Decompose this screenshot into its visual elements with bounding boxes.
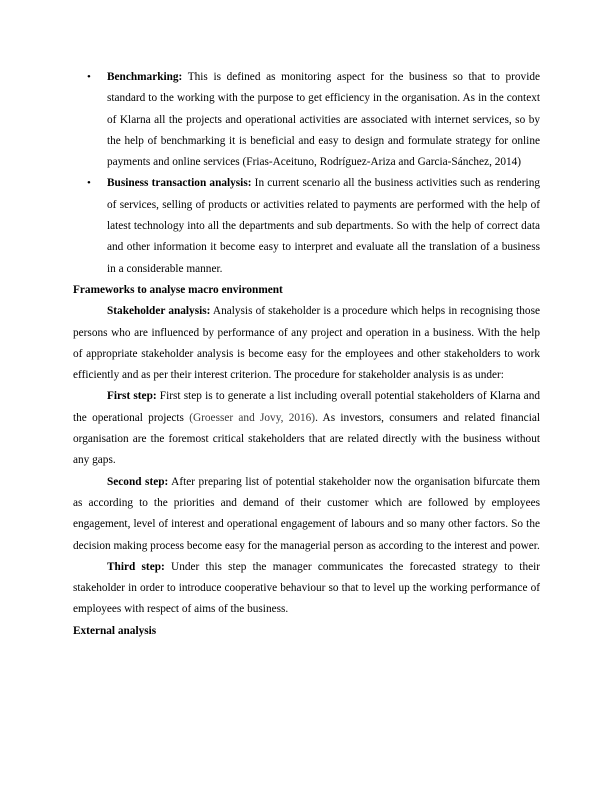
- bullet-icon: •: [87, 177, 91, 190]
- bullet-list: [73, 67, 540, 280]
- bullet-item-benchmarking: [73, 67, 540, 173]
- paragraph-term: Second step:: [107, 475, 169, 488]
- bullet-item-business-transaction: [73, 173, 540, 279]
- section-heading-macro: Frameworks to analyse macro environment: [73, 283, 283, 296]
- paragraph-text: Analysis of stakeholder is a procedure which helps in recognising those persons who are influenced by performance of any project and operation in a business. With the help of appropriate stakeholder analysis is become easy for the employees and other stakeholders to work efficiently and as per their interest criterion. The procedure for stakeholder analysis is as under:: [73, 305, 540, 382]
- paragraph-first-step: [73, 386, 540, 471]
- paragraph-text: Under this step the manager communicates the forecasted strategy to their stakeholder in order to introduce cooperative behaviour so that to level up the working performance of employees with respect of aims of the business.: [73, 560, 541, 616]
- document-body: [73, 67, 540, 642]
- citation: (Groesser and Jovy, 2016): [189, 411, 316, 424]
- paragraph-second-step: [73, 472, 540, 557]
- bullet-text: In current scenario all the business activities such as rendering of services, selling of products or activities related to payments are performed with the help of latest technology into all the departments and sub departments. So with the help of correct data and other information it become easy to interpret and evaluate all the translation of a business in a considerable manner.: [107, 177, 540, 275]
- paragraph-text: After preparing list of potential stakeholder now the organisation bifurcate them as according to the priorities and demand of their customer which are followed by employees engagement, level of interest and operational engagement of labours and so many other factors. So the decision making process become easy for the managerial person as according to the interest and power.: [73, 475, 540, 552]
- bullet-icon: •: [87, 71, 91, 83]
- bullet-term: Business transaction analysis:: [107, 177, 252, 190]
- paragraph-term: First step:: [107, 390, 157, 403]
- paragraph-third-step: [73, 557, 540, 621]
- paragraph-stakeholder-analysis: [73, 301, 540, 386]
- bullet-term: Benchmarking:: [107, 71, 183, 83]
- section-heading-external: External analysis: [73, 624, 157, 637]
- paragraph-text: . As investors, consumers and related financial organisation are the foremost critical stakeholders that are related directly with the business without any gaps.: [73, 411, 540, 467]
- bullet-text: This is defined as monitoring aspect for the business so that to provide standard to the working with the purpose to get efficiency in the organisation. As in the context of Klarna all the projects and operational activities are associated with internet services, so by the help of benchmarking it is beneficial and easy to design and formulate strategy for online payments and online services (Frias-Aceituno, Rodríguez-Ariza and Garcia-Sánchez, 2014): [107, 71, 540, 169]
- paragraph-term: Stakeholder analysis:: [107, 305, 211, 318]
- paragraph-term: Third step:: [107, 560, 165, 573]
- paragraph-text: First step is to generate a list including overall potential stakeholders of Klarna and the operational projects: [73, 390, 540, 424]
